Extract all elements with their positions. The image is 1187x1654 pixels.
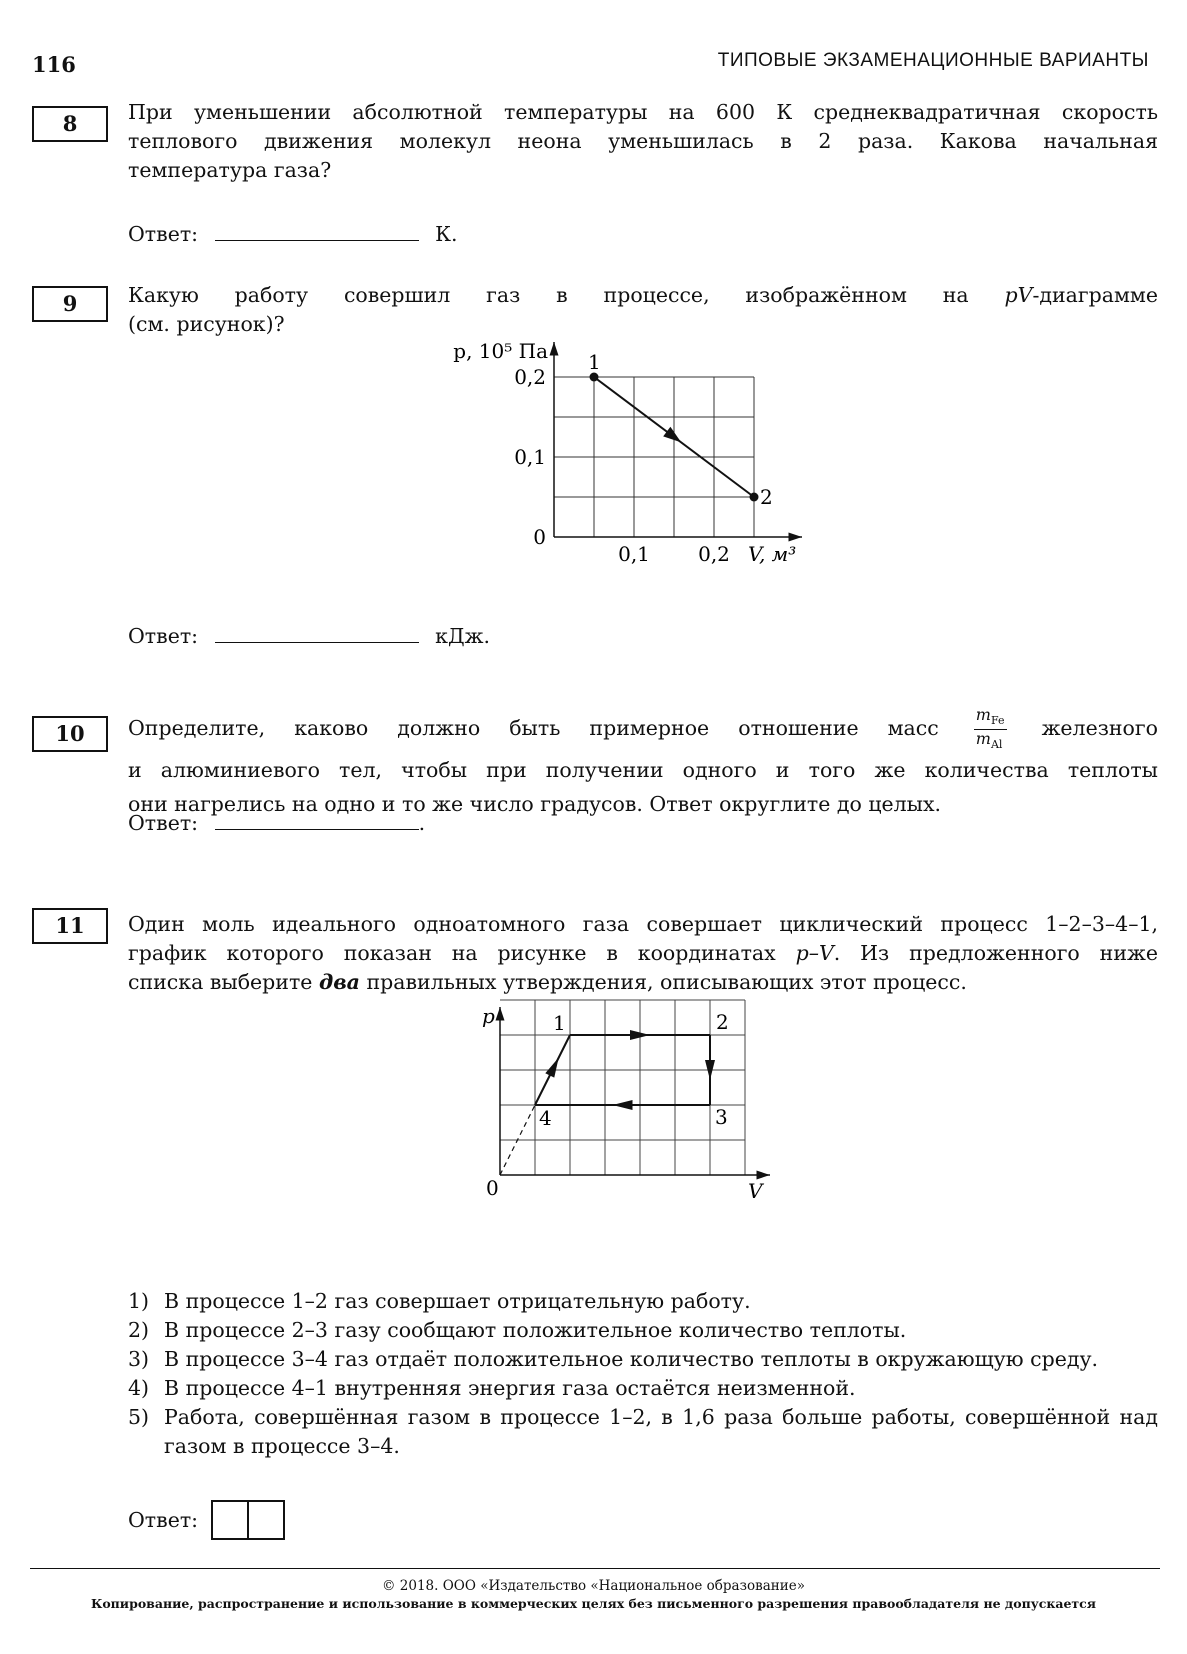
task-11-line-3b: правильных утверждения, описывающих этот процесс.: [366, 970, 967, 994]
answer-cell-1[interactable]: [211, 1500, 249, 1540]
answer-label: Ответ:: [128, 811, 199, 835]
y-axis-label: p, 10⁵ Па: [453, 339, 548, 363]
mass-ratio-fraction: [974, 706, 1007, 753]
option-number: 4): [128, 1376, 150, 1400]
task-9-text: [128, 281, 1158, 339]
answer-unit: кДж.: [435, 624, 490, 648]
option-2: [128, 1316, 1158, 1345]
direction-arrow: [613, 1100, 633, 1110]
answer-label: Ответ:: [128, 1508, 199, 1532]
answer-label: Ответ:: [128, 222, 199, 246]
option-text: Работа, совершённая газом в процессе 1–2, в 1,6 раза больше работы, совершённой над газом в процессе 3–4.: [164, 1405, 1158, 1458]
frac-denominator-sub: Al: [990, 738, 1003, 752]
y-tick-label: 0,1: [514, 445, 546, 469]
task-8-line-2: теплового движения молекул неона уменьшилась в 2 раза. Какова начальная: [128, 129, 1158, 153]
task-9-line-1-end: -диаграмме: [1032, 283, 1158, 307]
task-10-line-1a: Определите, каково должно быть примерное отношение масс: [128, 716, 939, 741]
running-header: ТИПОВЫЕ ЭКЗАМЕНАЦИОННЫЕ ВАРИАНТЫ: [717, 50, 1149, 71]
option-number: 5): [128, 1405, 150, 1429]
answer-line[interactable]: [215, 642, 419, 643]
pv-cycle-chart-task-11: [482, 1004, 820, 1260]
task-11-answer: [128, 1500, 285, 1540]
state-point: [750, 493, 759, 502]
pv-label: pV: [1004, 283, 1033, 307]
chart-grid: [500, 1000, 745, 1175]
option-3: [128, 1345, 1158, 1374]
task-9-line-1-text: Какую работу совершил газ в процессе, изображённом на: [128, 283, 969, 307]
task-11-line-2a: график которого показан на рисунке в координатах: [128, 941, 776, 965]
option-text: В процессе 2–3 газу сообщают положительное количество теплоты.: [164, 1318, 907, 1342]
option-text: В процессе 1–2 газ совершает отрицательную работу.: [164, 1289, 751, 1313]
task-number-8: 8: [32, 106, 108, 142]
option-1: [128, 1287, 1158, 1316]
emphasis-two: два: [318, 970, 360, 994]
task-8-line-3: температура газа?: [128, 158, 332, 182]
x-axis-label: V: [748, 1179, 763, 1203]
state-label: 1: [553, 1011, 566, 1035]
task-8-answer: [128, 222, 458, 246]
footer-copyright: © 2018. ООО «Издательство «Национальное образование»: [381, 1578, 805, 1594]
task-number-10: 10: [32, 716, 108, 752]
state-label: 1: [588, 350, 601, 374]
state-label: 2: [760, 485, 773, 509]
state-label: 4: [539, 1106, 552, 1130]
state-label: 2: [716, 1010, 729, 1034]
option-text: В процессе 4–1 внутренняя энергия газа остаётся неизменной.: [164, 1376, 856, 1400]
y-axis-label: p: [482, 1004, 495, 1028]
x-tick-label: 0,1: [618, 542, 650, 566]
footer-notice: Копирование, распространение и использование в коммерческих целях без письменного разрешения правообладателя не допускается: [90, 1596, 1097, 1611]
x-tick-label: 0,2: [698, 542, 730, 566]
task-11-line-1: Один моль идеального одноатомного газа совершает циклический процесс 1–2–3–4–1,: [128, 912, 1158, 936]
option-text: В процессе 3–4 газ отдаёт положительное количество теплоты в окружающую среду.: [164, 1347, 1099, 1371]
footer-divider: [30, 1568, 1160, 1569]
task-number-9: 9: [32, 286, 108, 322]
state-label: 3: [715, 1105, 728, 1129]
task-9-line-2: (см. рисунок)?: [128, 312, 285, 336]
answer-unit: .: [418, 811, 426, 835]
option-4: [128, 1374, 1158, 1403]
task-11-options: [128, 1287, 1158, 1461]
option-number: 2): [128, 1318, 150, 1342]
direction-arrow: [545, 1055, 563, 1077]
pv-chart-task-9: [440, 340, 860, 610]
task-10-answer: [128, 811, 425, 835]
chart-grid: [554, 377, 754, 537]
frac-numerator: m: [975, 705, 991, 724]
task-8-text: [128, 98, 1158, 185]
process-line: [588, 350, 773, 509]
answer-unit: К.: [435, 222, 458, 246]
answer-line[interactable]: [215, 240, 419, 241]
task-9-answer: [128, 624, 490, 648]
frac-denominator: m: [975, 729, 991, 749]
tick-labels: [514, 365, 730, 566]
task-11-line-2: [128, 939, 1158, 968]
task-number-11: 11: [32, 908, 108, 944]
task-11-line-2b: . Из предложенного ниже: [833, 941, 1158, 965]
task-11-text: [128, 910, 1158, 997]
option-5: [128, 1403, 1158, 1461]
answer-line[interactable]: [215, 829, 419, 830]
pv-coordinates: p–V: [795, 941, 834, 965]
answer-label: Ответ:: [128, 624, 199, 648]
task-8-line-1: При уменьшении абсолютной температуры на 600 К среднеквадратичная скорость: [128, 100, 1158, 124]
option-number: 1): [128, 1289, 150, 1313]
task-10-line-2: и алюминиевого тел, чтобы при получении одного и того же количества теплоты: [128, 758, 1158, 783]
task-11-line-3a: списка выберите: [128, 970, 313, 994]
frac-numerator-sub: Fe: [990, 714, 1005, 728]
page-number: 116: [32, 52, 76, 77]
task-9-line-1: [128, 281, 1158, 310]
task-10-line-3: они нагрелись на одно и то же число градусов. Ответ округлите до целых.: [128, 792, 942, 817]
task-11-line-3: [128, 968, 1158, 997]
x-axis-label: V, м³: [748, 542, 797, 566]
y-tick-label: 0: [533, 525, 546, 549]
task-10-line-1: [128, 706, 1158, 753]
option-number: 3): [128, 1347, 150, 1371]
task-10-line-1b: железного: [1041, 716, 1158, 741]
y-tick-label: 0,2: [514, 365, 546, 389]
origin-label: 0: [486, 1176, 499, 1200]
task-10-text: [128, 706, 1158, 821]
answer-cell-2[interactable]: [249, 1500, 285, 1540]
